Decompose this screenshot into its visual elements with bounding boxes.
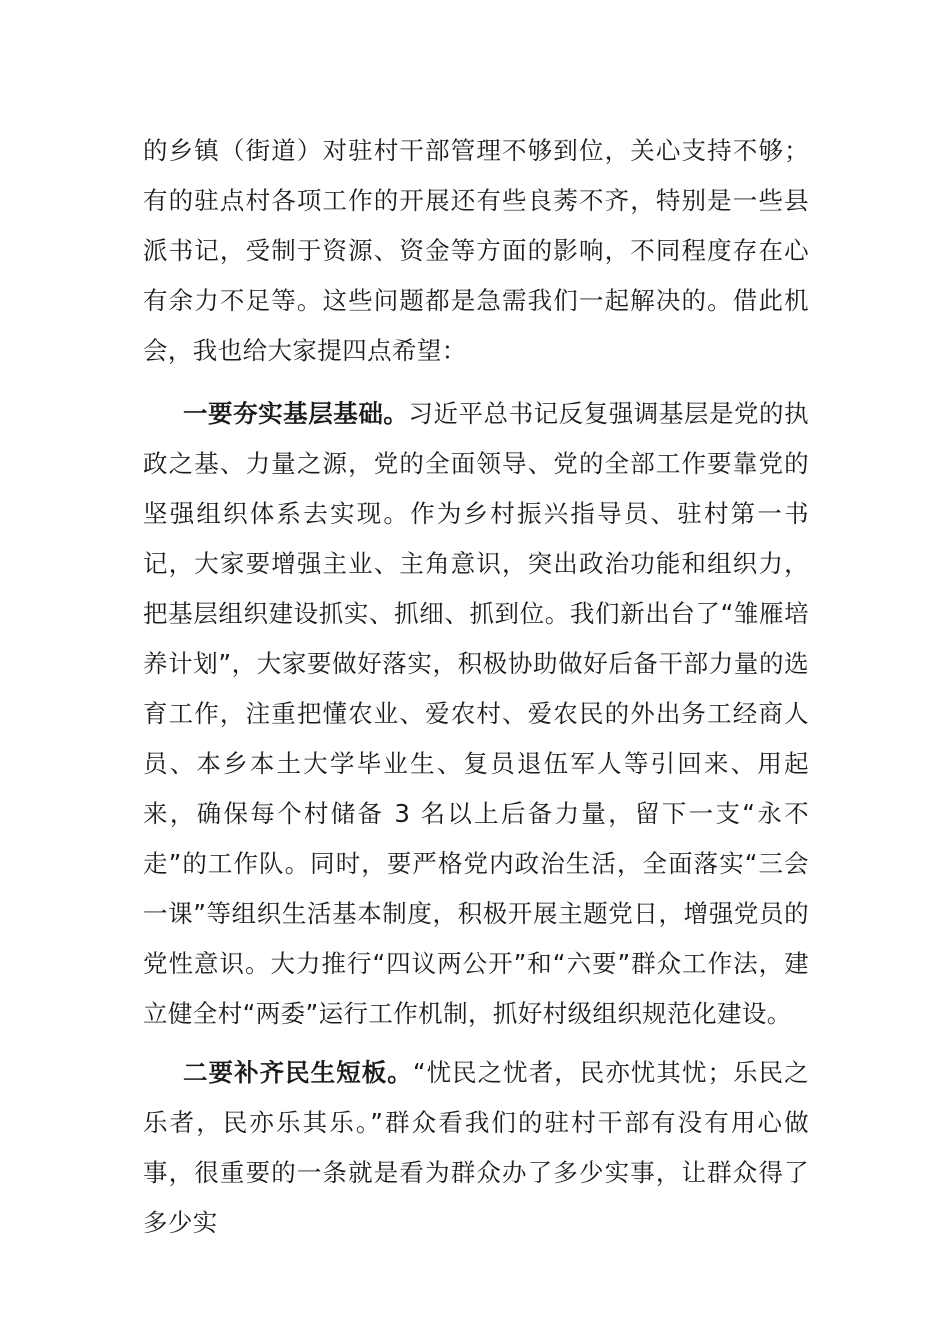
paragraph-lead-heading: 二要补齐民生短板。	[183, 1058, 413, 1087]
paragraph-continuation	[143, 126, 809, 376]
paragraph-point-two	[143, 1048, 809, 1248]
paragraph-text: 的乡镇（街道）对驻村干部管理不够到位，关心支持不够；有的驻点村各项工作的开展还有些良莠不齐，特别是一些县派书记，受制于资源、资金等方面的影响，不同程度存在心有余力不足等。这些问题都是急需我们一起解决的。借此机会，我也给大家提四点希望：	[143, 136, 809, 365]
document-page	[143, 126, 809, 1248]
paragraph-lead-heading: 一要夯实基层基础。	[183, 399, 409, 428]
paragraph-text: “忧民之忧者，民亦忧其忧；乐民之乐者，民亦乐其乐。”群众看我们的驻村干部有没有用心做事，很重要的一条就是看为群众办了多少实事，让群众得了多少实	[143, 1058, 809, 1237]
paragraph-point-one	[143, 389, 809, 1039]
paragraph-text: 习近平总书记反复强调基层是党的执政之基、力量之源，党的全面领导、党的全部工作要靠党的坚强组织体系去实现。作为乡村振兴指导员、驻村第一书记，大家要增强主业、主角意识，突出政治功能和组织力，把基层组织建设抓实、抓细、抓到位。我们新出台了“雏雁培养计划”，大家要做好落实，积极协助做好后备干部力量的选育工作，注重把懂农业、爱农村、爱农民的外出务工经商人员、本乡本土大学毕业生、复员退伍军人等引回来、用起来，确保每个村储备 3 名以上后备力量，留下一支“永不走”的工作队。同时，要严格党内政治生活，全面落实“三会一课”等组织生活基本制度，积极开展主题党日，增强党员的党性意识。大力推行“四议两公开”和“六要”群众工作法，建立健全村“两委”运行工作机制，抓好村级组织规范化建设。	[143, 399, 809, 1028]
